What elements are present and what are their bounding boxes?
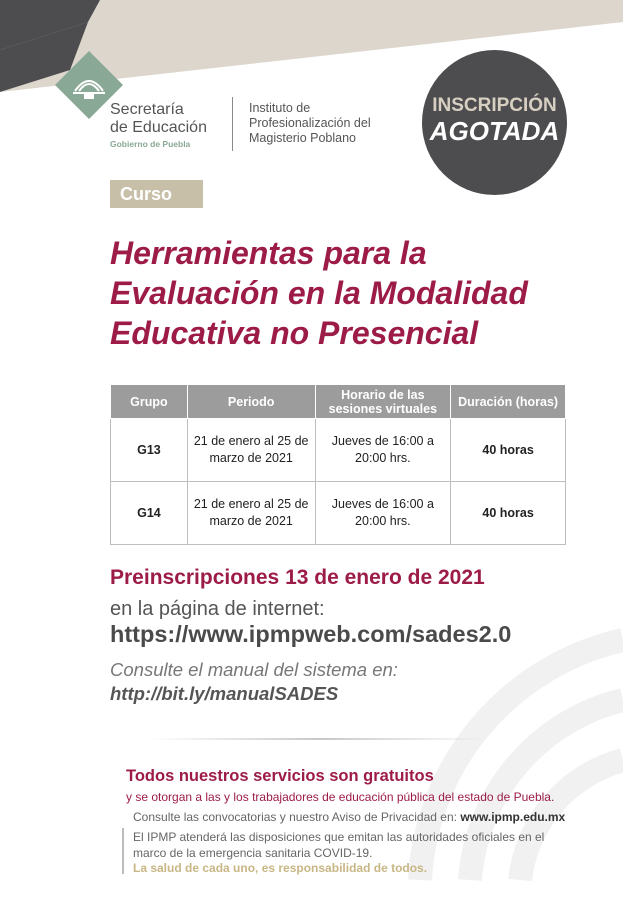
pagina-label: en la página de internet: [110,598,325,620]
logo-divider [232,97,233,151]
section-divider [150,738,490,740]
ipmp-website-link[interactable]: www.ipmp.edu.mx [460,810,566,824]
cell-grupo: G14 [111,482,188,545]
curso-tag: Curso [110,180,203,208]
cell-horario [315,419,451,482]
periodo-line1: 21 de enero al 25 de [193,434,309,448]
secretaria-line2: de Educación [110,119,207,136]
convocatorias-label: Consulte las convocatorias y nuestro Aviso de Privacidad en: [133,810,457,824]
header-grupo: Grupo [111,385,188,419]
horario-line2: 20:00 hrs. [355,514,411,528]
periodo-line2: marzo de 2021 [209,451,293,465]
cell-horario [315,482,451,545]
table-row [111,482,566,545]
title-line3: Educativa no Presencial [110,315,479,351]
free-services-title: Todos nuestros servicios son gratuitos [126,767,434,785]
cell-periodo [187,482,315,545]
horario-line1: Jueves de 16:00 a [331,434,434,448]
course-title [110,233,590,353]
secretaria-line1: Secretaría [110,101,184,118]
preinscripciones-date: Preinscripciones 13 de enero de 2021 [110,566,485,589]
periodo-line2: marzo de 2021 [209,514,293,528]
instituto-name [249,101,399,146]
instituto-line3: Magisterio Poblano [249,131,357,145]
header-horario-line1: Horario de las [341,387,425,402]
gobierno-label: Gobierno de Puebla [110,139,191,149]
instituto-line2: Profesionalización del [249,116,371,130]
manual-label: Consulte el manual del sistema en: [110,659,398,680]
registration-url-link[interactable]: https://www.ipmpweb.com/sades2.0 [110,621,512,647]
periodo-line1: 21 de enero al 25 de [193,497,309,511]
ipmp-line1: El IPMP atenderá las disposiciones que emitan las autoridades oficiales en el [133,830,545,844]
title-line2: Evaluación en la Modalidad [110,275,528,311]
cell-periodo [187,419,315,482]
cell-grupo: G13 [111,419,188,482]
header-periodo: Periodo [187,385,315,419]
table-row [111,419,566,482]
cell-duracion: 40 horas [451,482,566,545]
title-line1: Herramientas para la [110,235,427,271]
ipmp-line2: marco de la emergencia sanitaria COVID-19. [133,846,373,860]
header-duracion: Duración (horas) [451,385,566,419]
schedule-table [110,384,566,545]
table-header-row [111,385,566,419]
header-horario [315,385,451,419]
ipmp-notice [133,829,603,861]
free-services-subtitle: y se otorgan a las y los trabajadores de educación pública del estado de Puebla. [126,790,555,804]
convocatorias-text [133,810,565,824]
manual-url-link[interactable]: http://bit.ly/manualSADES [110,683,339,704]
instituto-line1: Instituto de [249,101,311,115]
salud-slogan: La salud de cada uno, es responsabilidad de todos. [133,861,428,875]
horario-line2: 20:00 hrs. [355,451,411,465]
header-horario-line2: sesiones virtuales [328,401,438,416]
badge-line1: INSCRIPCIÓN [432,95,557,116]
badge-line2: AGOTADA [429,116,560,146]
footer-vertical-bar [122,828,124,874]
cell-duracion: 40 horas [451,419,566,482]
horario-line1: Jueves de 16:00 a [331,497,434,511]
